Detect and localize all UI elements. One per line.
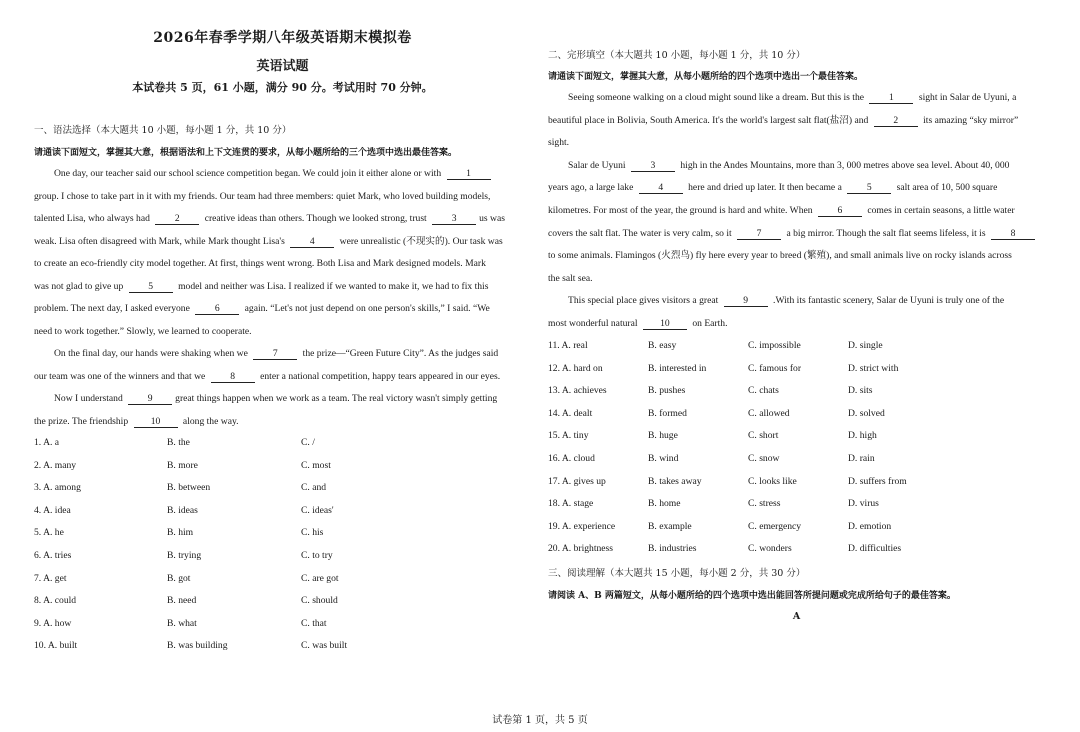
- option-b[interactable]: B. pushes: [648, 385, 686, 397]
- option-a[interactable]: 20. A. brightness: [548, 543, 614, 555]
- passage-text: talented Lisa, who always had: [34, 213, 153, 224]
- passage-line: [548, 250, 1045, 262]
- option-a[interactable]: 12. A. hard on: [548, 362, 603, 374]
- section1-heading: 一、语法选择（本大题共 10 小题，每小题 1 分，共 10 分）: [34, 125, 292, 136]
- passage-text: were unrealistic (不现实的). Our task was: [337, 235, 503, 247]
- option-b[interactable]: B. the: [167, 437, 190, 448]
- answer-blank[interactable]: 7: [737, 228, 781, 240]
- passage-line: [34, 191, 531, 203]
- passage-line: [548, 137, 1045, 149]
- passage-text: to create an eco-friendly city model together. At first, things went wrong. Both Lisa and Mark designed models. Mark: [34, 258, 486, 269]
- option-b[interactable]: B. wind: [648, 453, 679, 464]
- passage-text: on Earth.: [689, 318, 728, 329]
- option-b[interactable]: B. interested in: [648, 362, 707, 374]
- passage-text: covers the salt flat. The water is very calm, so it: [548, 227, 735, 239]
- passage-line: [34, 326, 531, 338]
- option-c[interactable]: C. ideas': [301, 504, 334, 516]
- option-a[interactable]: 18. A. stage: [548, 498, 594, 510]
- answer-blank[interactable]: 10: [134, 416, 178, 428]
- passage-text: creative ideas than others. Though we looked strong, trust: [202, 213, 430, 224]
- passage-text: On the final day, our hands were shaking when we: [54, 348, 251, 359]
- passage-line: [548, 115, 1045, 127]
- passage-text: model and neither was Lisa. I realized if we wanted to make it, we had to fix this: [175, 280, 489, 292]
- passage-text: great things happen when we work as a team. The real victory wasn't simply getting: [175, 393, 498, 404]
- passage-text: most wonderful natural: [548, 318, 640, 329]
- option-c[interactable]: C. emergency: [748, 520, 802, 532]
- option-d[interactable]: D. virus: [848, 498, 879, 510]
- option-c[interactable]: C. stress: [748, 498, 781, 510]
- option-c[interactable]: C. was built: [301, 640, 348, 652]
- option-a[interactable]: 9. A. how: [34, 617, 72, 629]
- passage-line: [34, 258, 531, 270]
- passage-line: [548, 228, 1045, 240]
- passage-text: the salt sea.: [548, 272, 593, 284]
- option-c[interactable]: C. snow: [748, 453, 780, 464]
- answer-blank[interactable]: 8: [991, 228, 1035, 240]
- option-c[interactable]: C. are got: [301, 572, 339, 584]
- answer-blank[interactable]: 6: [818, 205, 862, 217]
- answer-blank[interactable]: 2: [874, 115, 918, 127]
- passage-line: [34, 213, 531, 225]
- answer-blank[interactable]: 6: [195, 303, 239, 315]
- passage-text: group. I chose to take part in it with my friends. Our team had three members: quiet Mark, who loved building models,: [34, 190, 491, 202]
- option-d[interactable]: D. strict with: [848, 362, 899, 374]
- passage-line: [568, 295, 1045, 307]
- passage-text: Now I understand: [54, 393, 126, 404]
- option-b[interactable]: B. got: [167, 572, 191, 584]
- answer-blank[interactable]: 1: [447, 168, 491, 180]
- option-a[interactable]: 8. A. could: [34, 595, 77, 607]
- option-a[interactable]: 4. A. idea: [34, 504, 71, 516]
- answer-blank[interactable]: 8: [211, 371, 255, 383]
- answer-blank[interactable]: 5: [847, 182, 891, 194]
- option-b[interactable]: B. takes away: [648, 475, 702, 487]
- option-b[interactable]: B. industries: [648, 543, 697, 555]
- passage-text: enter a national competition, happy tears appeared in our eyes.: [257, 370, 501, 382]
- passage-text: sight in Salar de Uyuni, a: [916, 92, 1017, 103]
- option-a[interactable]: 3. A. among: [34, 482, 81, 494]
- passage-text: to some animals. Flamingos (火烈鸟) fly here every year to breed (繁殖), and small animals live on rocky islands across: [548, 250, 1012, 262]
- passage-text: its amazing “sky mirror”: [920, 114, 1019, 126]
- passage-line: [34, 236, 531, 248]
- passage-line: [548, 205, 1045, 217]
- passage-text: years ago, a large lake: [548, 182, 636, 194]
- passage-line: [548, 182, 1045, 194]
- section1-instruction: 请通读下面短文，掌握其大意，根据语法和上下文连贯的要求，从每小题所给的三个选项中选出最佳答案。: [34, 148, 458, 158]
- option-c[interactable]: C. and: [301, 482, 327, 494]
- passage-text: our team was one of the winners and that we: [34, 370, 208, 382]
- answer-blank[interactable]: 9: [724, 295, 768, 307]
- section2-heading: 二、完形填空（本大题共 10 小题，每小题 1 分，共 10 分）: [548, 50, 806, 61]
- option-a[interactable]: 16. A. cloud: [548, 453, 595, 464]
- answer-blank[interactable]: 7: [253, 348, 297, 360]
- option-c[interactable]: C. that: [301, 617, 327, 629]
- passage-line: [34, 303, 531, 315]
- passage-text: problem. The next day, I asked everyone: [34, 303, 193, 314]
- option-d[interactable]: D. single: [848, 340, 883, 351]
- passage-text: again. “Let's not just depend on one person's skills,” I said. “We: [242, 303, 490, 314]
- passage-line: [34, 371, 531, 383]
- section3-heading: 三、阅读理解（本大题共 15 小题，每小题 2 分，共 30 分）: [548, 568, 806, 579]
- option-b[interactable]: B. between: [167, 482, 211, 494]
- passage-line: [54, 393, 531, 405]
- passage-text: the prize—“Green Future City”. As the judges said: [300, 348, 499, 359]
- option-d[interactable]: D. high: [848, 430, 877, 442]
- passage-text: comes in certain seasons, a little water: [864, 205, 1015, 216]
- option-d[interactable]: D. emotion: [848, 520, 892, 532]
- passage-text: .With its fantastic scenery, Salar de Uyuni is truly one of the: [770, 295, 1005, 307]
- option-d[interactable]: D. solved: [848, 407, 885, 419]
- option-b[interactable]: B. easy: [648, 340, 677, 351]
- option-b[interactable]: B. more: [167, 459, 198, 471]
- option-b[interactable]: B. home: [648, 498, 681, 510]
- option-c[interactable]: C. impossible: [748, 340, 801, 351]
- option-a[interactable]: 15. A. tiny: [548, 430, 589, 442]
- option-a[interactable]: 7. A. get: [34, 572, 67, 584]
- answer-blank[interactable]: 3: [432, 213, 476, 225]
- passage-line: [568, 92, 1045, 104]
- passage-text: need to work together.” Slowly, we learned to cooperate.: [34, 325, 252, 337]
- answer-blank[interactable]: 10: [643, 318, 687, 330]
- passage-text: high in the Andes Mountains, more than 3, 000 metres above sea level. About 40, 000: [677, 159, 1010, 171]
- option-c[interactable]: C. allowed: [748, 407, 790, 419]
- option-d[interactable]: D. sits: [848, 385, 873, 397]
- option-b[interactable]: B. trying: [167, 550, 202, 561]
- option-a[interactable]: 6. A. tries: [34, 550, 72, 561]
- option-c[interactable]: C. should: [301, 595, 338, 607]
- passage-text: sight.: [548, 137, 570, 149]
- option-c[interactable]: C. looks like: [748, 475, 797, 487]
- option-c[interactable]: C. chats: [748, 385, 779, 397]
- passage-line: [34, 416, 531, 428]
- passage-text: the prize. The friendship: [34, 415, 131, 427]
- passage-text: was not glad to give up: [34, 280, 126, 292]
- option-a[interactable]: 11. A. real: [548, 340, 588, 351]
- option-d[interactable]: D. difficulties: [848, 543, 902, 555]
- option-b[interactable]: B. him: [167, 527, 194, 539]
- passage-text: a big mirror. Though the salt flat seems lifeless, it is: [784, 227, 988, 239]
- option-a[interactable]: 5. A. he: [34, 527, 64, 539]
- option-c[interactable]: C. famous for: [748, 362, 802, 374]
- option-c[interactable]: C. /: [301, 437, 315, 448]
- passage-a-label: A: [792, 611, 801, 622]
- section2-instruction: 请通读下面短文，掌握其大意，从每小题所给的四个选项中选出一个最佳答案。: [548, 72, 864, 82]
- passage-text: Salar de Uyuni: [568, 159, 628, 171]
- option-b[interactable]: B. formed: [648, 407, 687, 419]
- option-b[interactable]: B. need: [167, 595, 197, 607]
- passage-line: [54, 168, 531, 180]
- answer-blank[interactable]: 9: [128, 393, 172, 405]
- option-b[interactable]: B. what: [167, 617, 197, 629]
- answer-blank[interactable]: 5: [129, 281, 173, 293]
- answer-blank[interactable]: 4: [290, 236, 334, 248]
- option-a[interactable]: 14. A. dealt: [548, 407, 593, 419]
- passage-text: This special place gives visitors a great: [568, 295, 721, 307]
- section3-instruction: 请阅读 A、B 两篇短文，从每小题所给的四个选项中选出能回答所提问题或完成所给句子的最佳答案。: [548, 591, 956, 601]
- passage-text: here and dried up later. It then became a: [685, 182, 845, 194]
- answer-blank[interactable]: 4: [639, 182, 683, 194]
- option-a[interactable]: 10. A. built: [34, 640, 78, 652]
- option-d[interactable]: D. rain: [848, 453, 875, 464]
- passage-text: beautiful place in Bolivia, South America. It's the world's largest salt flat(盐沼) and: [548, 114, 871, 126]
- passage-line: [548, 318, 1045, 330]
- option-b[interactable]: B. was building: [167, 640, 228, 652]
- answer-blank[interactable]: 1: [869, 92, 913, 104]
- passage-text: kilometres. For most of the year, the ground is hard and white. When: [548, 205, 815, 216]
- option-c[interactable]: C. to try: [301, 550, 333, 561]
- option-d[interactable]: D. suffers from: [848, 475, 907, 487]
- option-a[interactable]: 13. A. achieves: [548, 385, 607, 397]
- answer-blank[interactable]: 3: [631, 160, 675, 172]
- option-a[interactable]: 2. A. many: [34, 459, 77, 471]
- option-c[interactable]: C. most: [301, 459, 331, 471]
- passage-text: Seeing someone walking on a cloud might sound like a dream. But this is the: [568, 92, 867, 103]
- passage-line: [548, 273, 1045, 285]
- option-c[interactable]: C. his: [301, 527, 324, 539]
- exam-subject: 英语试题: [256, 59, 309, 74]
- exam-info: 本试卷共 5 页，61 小题，满分 90 分。考试用时 70 分钟。: [132, 81, 433, 94]
- passage-text: weak. Lisa often disagreed with Mark, while Mark thought Lisa's: [34, 235, 288, 247]
- option-a[interactable]: 1. A. a: [34, 437, 60, 448]
- passage-line: [54, 348, 531, 360]
- option-b[interactable]: B. example: [648, 520, 692, 532]
- passage-text: along the way.: [180, 415, 239, 427]
- page-footer: 试卷第 1 页，共 5 页: [492, 715, 588, 726]
- option-a[interactable]: 19. A. experience: [548, 520, 616, 532]
- option-b[interactable]: B. ideas: [167, 504, 198, 516]
- passage-line: [34, 281, 531, 293]
- passage-text: One day, our teacher said our school science competition began. We could join it either alone or with: [54, 168, 444, 179]
- passage-text: us was: [479, 213, 505, 224]
- option-a[interactable]: 17. A. gives up: [548, 475, 606, 487]
- option-b[interactable]: B. huge: [648, 430, 678, 442]
- option-c[interactable]: C. wonders: [748, 543, 792, 555]
- passage-text: salt area of 10, 500 square: [894, 182, 998, 194]
- option-c[interactable]: C. short: [748, 430, 779, 442]
- passage-line: [568, 160, 1045, 172]
- answer-blank[interactable]: 2: [155, 213, 199, 225]
- exam-title: 2026年春季学期八年级英语期末模拟卷: [153, 30, 412, 46]
